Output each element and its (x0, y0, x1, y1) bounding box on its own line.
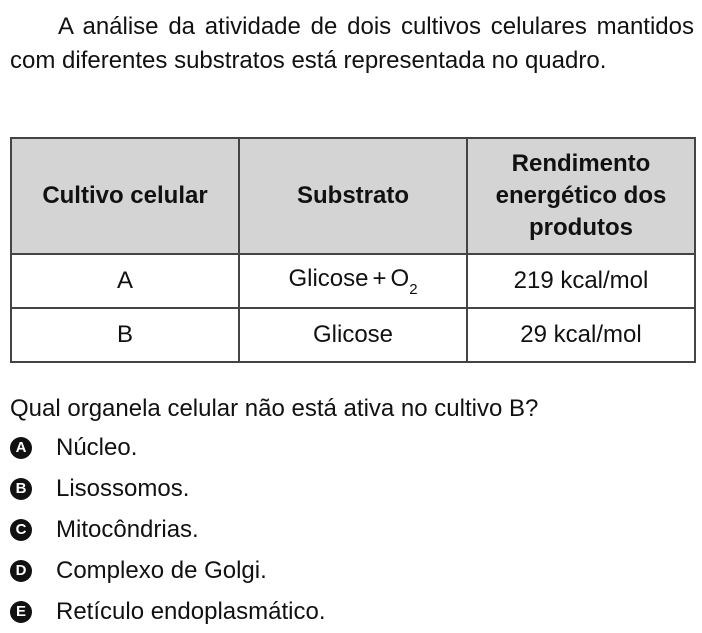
table-row (11, 308, 695, 362)
option-text: Retículo endoplasmático. (56, 597, 326, 625)
option-a[interactable] (10, 427, 325, 468)
header-rendimento: Rendimento energético dos produtos (467, 138, 695, 254)
cell-rendimento: 29 kcal/mol (467, 308, 695, 362)
option-letter-badge: C (10, 519, 32, 541)
answer-options (10, 427, 325, 632)
option-b[interactable] (10, 468, 325, 509)
option-text: Núcleo. (56, 433, 138, 461)
substrato-plus: + (372, 264, 387, 292)
cell-cultivo: A (11, 254, 239, 308)
intro-text: A análise da atividade de dois cultivos celulares mantidos com diferentes substratos está representada no quadro. (10, 13, 694, 74)
substrato-oxygen: O (390, 264, 410, 292)
option-e[interactable] (10, 591, 325, 632)
cell-culture-table (10, 137, 696, 363)
substrato-main: Glicose (288, 264, 369, 292)
substrato-subscript: 2 (409, 280, 418, 298)
header-cultivo: Cultivo celular (11, 138, 239, 254)
option-d[interactable] (10, 550, 325, 591)
option-letter-badge: D (10, 560, 32, 582)
table-header-row (11, 138, 695, 254)
option-text: Lisossomos. (56, 474, 190, 502)
option-letter-badge: A (10, 437, 32, 459)
option-letter-badge: B (10, 478, 32, 500)
table-row (11, 254, 695, 308)
option-letter-badge: E (10, 601, 32, 623)
cell-rendimento: 219 kcal/mol (467, 254, 695, 308)
option-c[interactable] (10, 509, 325, 550)
cell-cultivo: B (11, 308, 239, 362)
question-text: Qual organela celular não está ativa no cultivo B? (10, 395, 539, 422)
intro-paragraph (10, 10, 694, 78)
option-text: Complexo de Golgi. (56, 556, 267, 584)
header-substrato: Substrato (239, 138, 467, 254)
option-text: Mitocôndrias. (56, 515, 199, 543)
cell-substrato: Glicose (239, 308, 467, 362)
cell-substrato (239, 254, 467, 308)
